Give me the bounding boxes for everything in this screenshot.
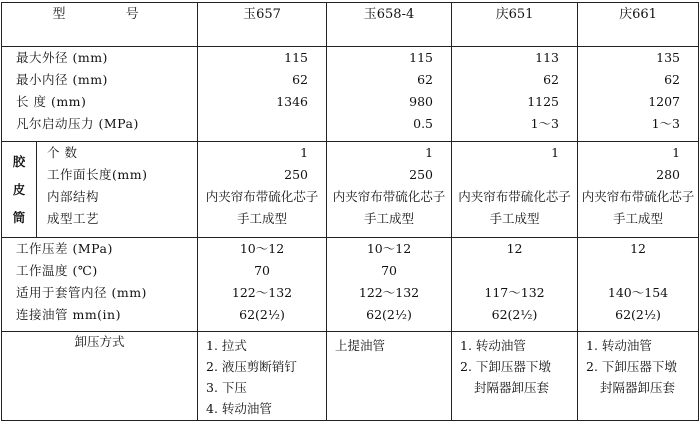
value-cell	[198, 113, 326, 135]
release-methods-col	[327, 332, 452, 421]
dimensions-row	[2, 47, 699, 142]
value-cell: 12	[630, 241, 646, 256]
release-method: 1. 转动油管	[586, 338, 652, 353]
value-cell: 117～132	[484, 285, 545, 300]
working-values-col	[327, 238, 452, 332]
dimension-labels	[2, 47, 198, 142]
model-header: 庆651	[452, 3, 578, 47]
rubber-values-col	[327, 142, 452, 238]
value-cell: 1346	[276, 94, 309, 109]
header-row	[2, 3, 699, 47]
packer-spec-table	[1, 2, 699, 421]
rubber-values-col	[198, 142, 327, 238]
value-cell: 62(2½)	[615, 307, 661, 322]
release-method: 封隔器卸压套	[474, 380, 550, 395]
row-label: 工作压差 (MPa)	[16, 241, 113, 256]
value-cell: 1	[672, 145, 681, 160]
value-cell: 1～3	[651, 116, 681, 131]
release-method: 封隔器卸压套	[600, 380, 676, 395]
value-cell	[452, 164, 577, 186]
row-label: 成型工艺	[47, 211, 100, 226]
value-cell: 1	[300, 145, 309, 160]
value-cell: 内夹帘布带硫化芯子	[332, 189, 446, 204]
model-header: 玉658-4	[327, 3, 452, 47]
value-cell: 62	[417, 72, 434, 87]
working-values-col	[452, 238, 578, 332]
release-label: 卸压方式	[2, 332, 198, 421]
value-cell: 手工成型	[237, 211, 288, 226]
value-cell: 1125	[527, 94, 560, 109]
value-cell: 115	[284, 50, 309, 65]
value-cell: 手工成型	[613, 211, 664, 226]
rubber-group-label: 胶 皮 筒	[2, 142, 37, 238]
release-method: 4. 转动油管	[206, 401, 272, 416]
value-cell	[452, 260, 577, 282]
release-method: 2. 液压剪断销钉	[206, 359, 297, 374]
model-header: 庆661	[578, 3, 699, 47]
value-cell: 62	[543, 72, 560, 87]
value-cell: 1	[551, 145, 560, 160]
row-label: 连接油管 mm(in)	[16, 307, 121, 322]
rubber-row	[2, 142, 699, 238]
row-label: 最大外径 (mm)	[16, 50, 108, 65]
value-cell: 122～132	[358, 285, 420, 300]
value-cell: 135	[656, 50, 681, 65]
value-cell: 12	[506, 241, 523, 256]
value-cell: 62(2½)	[239, 307, 285, 322]
value-cell: 手工成型	[489, 211, 540, 226]
working-values-col	[198, 238, 327, 332]
release-method: 1. 拉式	[206, 338, 247, 353]
dimension-values-col	[452, 47, 578, 142]
value-cell: 70	[254, 263, 270, 278]
row-label: 凡尔启动压力 (MPa)	[16, 116, 139, 131]
row-label: 适用于套管内径 (mm)	[16, 285, 147, 300]
row-label: 内部结构	[47, 189, 100, 204]
value-cell: 0.5	[413, 116, 434, 131]
row-label: 长 度 (mm)	[16, 94, 87, 109]
value-cell: 70	[381, 263, 397, 278]
row-label: 工作面长度(mm)	[47, 167, 148, 182]
release-method: 3. 下压	[206, 380, 247, 395]
release-method: 1. 转动油管	[460, 338, 526, 353]
value-cell: 62	[664, 72, 681, 87]
rubber-values-col	[578, 142, 699, 238]
value-cell: 250	[409, 167, 434, 182]
dimension-values-col	[198, 47, 327, 142]
value-cell: 10～12	[239, 241, 285, 256]
release-method: 2. 下卸压器下墩	[460, 359, 551, 374]
value-cell: 内夹帘布带硫化芯子	[205, 189, 319, 204]
value-cell: 1～3	[530, 116, 560, 131]
value-cell: 250	[284, 167, 309, 182]
value-cell: 1207	[648, 94, 681, 109]
working-values-col	[578, 238, 699, 332]
value-cell: 内夹帘布带硫化芯子	[581, 189, 695, 204]
value-cell	[578, 260, 698, 282]
release-method: 上提油管	[335, 338, 386, 353]
release-methods-col	[578, 332, 699, 421]
dimension-values-col	[327, 47, 452, 142]
value-cell: 10～12	[366, 241, 412, 256]
row-label: 个 数	[47, 145, 78, 160]
value-cell: 1	[425, 145, 434, 160]
dimension-values-col	[578, 47, 699, 142]
value-cell: 980	[409, 94, 434, 109]
rubber-labels	[37, 142, 198, 238]
value-cell: 手工成型	[364, 211, 415, 226]
value-cell: 内夹帘布带硫化芯子	[458, 189, 571, 204]
working-labels	[2, 238, 198, 332]
value-cell: 115	[409, 50, 434, 65]
value-cell: 280	[656, 167, 681, 182]
value-cell: 62	[292, 72, 309, 87]
release-methods-col	[198, 332, 327, 421]
value-cell: 140～154	[607, 285, 669, 300]
row-label: 最小内径 (mm)	[16, 72, 108, 87]
value-cell: 113	[535, 50, 560, 65]
release-methods-col	[452, 332, 578, 421]
working-row	[2, 238, 699, 332]
value-cell: 62(2½)	[366, 307, 412, 322]
rubber-values-col	[452, 142, 578, 238]
row-label: 工作温度 (℃)	[16, 263, 98, 278]
release-row	[2, 332, 699, 421]
release-method: 2. 下卸压器下墩	[586, 359, 677, 374]
type-header: 型 号	[2, 3, 198, 47]
value-cell: 122～132	[231, 285, 293, 300]
value-cell: 62(2½)	[491, 307, 538, 322]
model-header: 玉657	[198, 3, 327, 47]
